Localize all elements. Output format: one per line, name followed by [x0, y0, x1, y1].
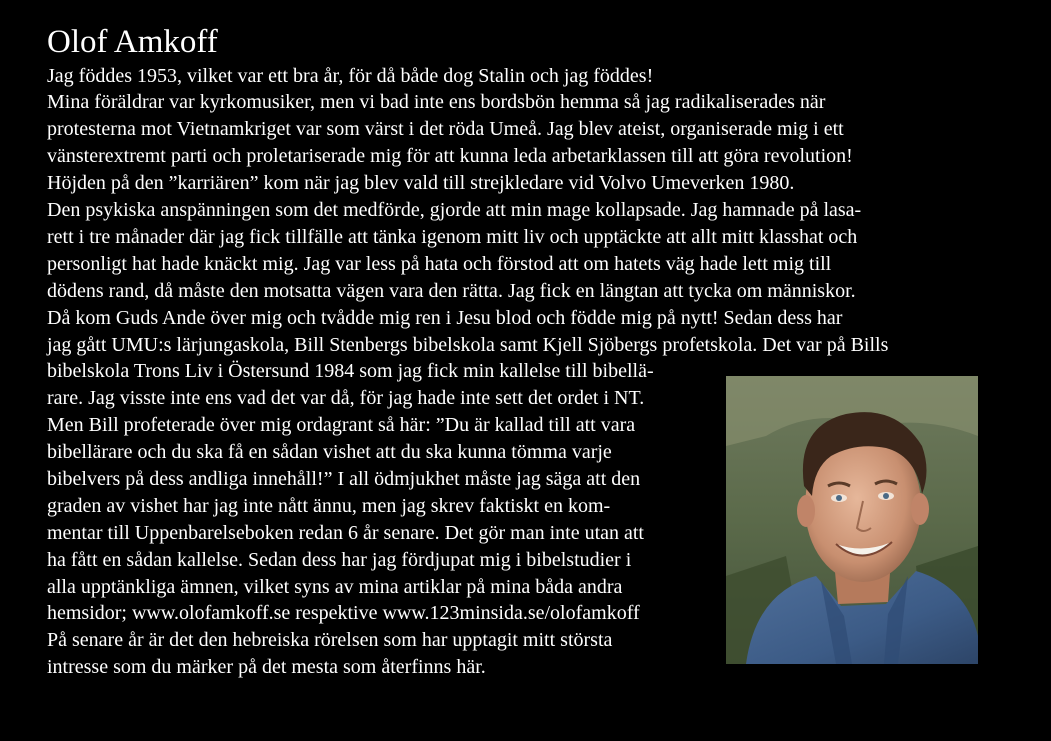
body-line: ha fått en sådan kallelse. Sedan dess har jag fördjupat mig i bibelstudier i	[47, 549, 632, 571]
body-line: Höjden på den ”karriären” kom när jag blev vald till strejkledare vid Volvo Umeverken 1980.	[47, 172, 795, 194]
body-line: Då kom Guds Ande över mig och tvådde mig ren i Jesu blod och födde mig på nytt! Sedan dess har	[47, 307, 843, 329]
body-line: bibelvers på dess andliga innehåll!” I all ödmjukhet måste jag säga att den	[47, 468, 641, 490]
body-line: intresse som du märker på det mesta som återfinns här.	[47, 656, 486, 678]
body-line: Mina föräldrar var kyrkomusiker, men vi bad inte ens bordsbön hemma så jag radikaliserades när	[47, 91, 826, 113]
body-line: rare. Jag visste inte ens vad det var då, för jag hade inte sett det ordet i NT.	[47, 387, 645, 409]
page-title: Olof Amkoff	[47, 24, 218, 60]
body-line: mentar till Uppenbarelseboken redan 6 år senare. Det gör man inte utan att	[47, 522, 644, 544]
body-line: Jag föddes 1953, vilket var ett bra år, för då både dog Stalin och jag föddes!	[47, 65, 654, 87]
body-line: personligt hat hade knäckt mig. Jag var less på hata och förstod att om hatets väg hade lett mig till	[47, 253, 832, 275]
body-line: dödens rand, då måste den motsatta vägen vara den rätta. Jag fick en längtan att tycka om människor.	[47, 280, 856, 302]
body-line: hemsidor; www.olofamkoff.se respektive www.123minsida.se/olofamkoff	[47, 602, 640, 624]
body-line: bibellärare och du ska få en sådan vishet att du ska kunna tömma varje	[47, 441, 612, 463]
body-line: rett i tre månader där jag fick tillfälle att tänka igenom mitt liv och upptäckte att allt mitt klasshat och	[47, 226, 858, 248]
body-line: vänsterextremt parti och proletariserade mig för att kunna leda arbetarklassen till att göra revolution!	[47, 145, 853, 167]
body-line: protesterna mot Vietnamkriget var som värst i det röda Umeå. Jag blev ateist, organiserade mig i ett	[47, 118, 844, 140]
body-line: alla upptänkliga ämnen, vilket syns av mina artiklar på mina båda andra	[47, 576, 623, 598]
body-line: jag gått UMU:s lärjungaskola, Bill Stenbergs bibelskola samt Kjell Sjöbergs profetskola. Det var på Bills	[47, 334, 889, 356]
body-line: På senare år är det den hebreiska rörelsen som har upptagit mitt största	[47, 629, 613, 651]
author-portrait-photo	[726, 376, 978, 664]
body-line: Den psykiska anspänningen som det medförde, gjorde att min mage kollapsade. Jag hamnade på lasa-	[47, 199, 862, 221]
body-line: bibelskola Trons Liv i Östersund 1984 som jag fick min kallelse till bibellä-	[47, 360, 654, 382]
body-line: graden av vishet har jag inte nått ännu, men jag skrev faktiskt en kom-	[47, 495, 611, 517]
body-line: Men Bill profeterade över mig ordagrant så här: ”Du är kallad till att vara	[47, 414, 636, 436]
